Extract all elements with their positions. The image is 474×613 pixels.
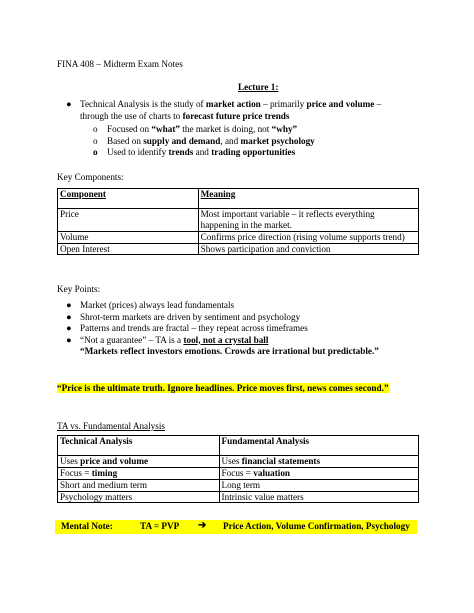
intro-bold: market action — [205, 99, 261, 109]
key-point — [63, 323, 379, 335]
sub-point-text: and — [193, 147, 212, 157]
table-cell: Short and medium term — [58, 479, 220, 491]
circle-bullet-icon: o — [93, 147, 98, 157]
mental-note-formula: TA = PVP — [140, 521, 180, 531]
highlighted-quote-text: “Price is the ultimate truth. Ignore headlines. Price moves first, news comes second.” — [57, 383, 389, 393]
key-point-quote: “Markets reflect investors emotions. Crowds are irrational but predictable.” — [80, 346, 379, 356]
circle-bullet-icon: o — [93, 124, 98, 134]
table-cell — [58, 456, 220, 468]
table-cell: Shows participation and conviction — [198, 243, 418, 255]
ta-vs-fa-heading: TA vs. Fundamental Analysis — [57, 421, 165, 431]
table-header-cell: Component — [58, 189, 199, 209]
highlighted-quote — [57, 383, 389, 395]
components-table — [57, 188, 419, 255]
table-cell: Price — [58, 209, 199, 232]
table-cell: Volume — [58, 231, 199, 243]
table-cell: Confirms price direction (rising volume supports trend) — [198, 231, 418, 243]
key-points-label: Key Points: — [57, 284, 101, 294]
table-header-cell: Technical Analysis — [58, 436, 220, 456]
mental-note-expansion: Price Action, Volume Confirmation, Psychology — [223, 521, 410, 531]
key-components-label: Key Components: — [57, 172, 124, 182]
mental-note-label: Mental Note: — [61, 521, 113, 531]
sub-point-bold: market psychology — [240, 135, 315, 146]
sub-point-text: Focused on — [107, 124, 152, 134]
sub-point — [90, 124, 315, 136]
circle-bullet-icon: o — [93, 135, 98, 146]
sub-point-text: Used to identify — [107, 147, 169, 157]
sub-point-bold: trends — [168, 147, 194, 157]
table-cell — [219, 456, 418, 468]
bullet-icon: ● — [66, 99, 72, 109]
sub-point-bold: supply and demand — [143, 135, 221, 146]
key-point-text: “Not a guarantee” – TA is a — [80, 334, 184, 345]
intro-list — [63, 99, 381, 122]
table-header-cell: Meaning — [198, 189, 418, 209]
key-point — [63, 335, 379, 347]
key-point — [63, 312, 379, 324]
table-header-row — [58, 436, 419, 456]
intro-bold: price and volume — [306, 99, 375, 109]
table-cell — [198, 209, 418, 232]
table-row — [58, 479, 419, 491]
cell-text: Uses — [221, 456, 242, 466]
key-point-text: Patterns and trends are fractal – they repeat across timeframes — [80, 323, 308, 333]
key-point-text: Shrot-term markets are driven by sentiment and psychology — [80, 311, 301, 322]
sub-point-bold: trading opportunities — [211, 147, 296, 157]
key-points-list — [63, 300, 379, 358]
bullet-icon: ● — [66, 300, 72, 310]
sub-points-list — [90, 124, 315, 159]
intro-bullet — [63, 99, 381, 111]
cell-bold: timing — [91, 467, 118, 478]
sub-point-text: , and — [220, 135, 241, 146]
sub-point-bold: “why” — [271, 124, 298, 134]
table-row — [58, 243, 419, 255]
lecture-heading: Lecture 1: — [238, 82, 279, 92]
table-row — [58, 456, 419, 468]
bullet-icon: ● — [66, 323, 72, 333]
bullet-icon: ● — [66, 311, 72, 322]
intro-text: through the use of charts to — [80, 110, 183, 121]
table-header-cell: Fundamental Analysis — [219, 436, 418, 456]
intro-text: – primarily — [260, 99, 307, 109]
table-cell: Open Interest — [58, 243, 199, 255]
table-cell — [58, 467, 220, 479]
table-cell-line: happening in the market. — [200, 219, 292, 230]
comparison-table — [57, 435, 419, 503]
sub-point — [90, 136, 315, 148]
intro-text: – — [374, 99, 382, 109]
cell-text: Uses — [60, 456, 81, 466]
key-point — [63, 300, 379, 312]
table-cell: Long term — [219, 479, 418, 491]
cell-bold: valuation — [253, 467, 291, 478]
table-row — [58, 209, 419, 232]
sub-point-text: Based on — [107, 135, 144, 146]
document-title: FINA 408 – Midterm Exam Notes — [57, 59, 183, 69]
table-cell-line: Most important variable – it reflects everything — [200, 209, 375, 219]
intro-text: Technical Analysis is the study of — [80, 99, 206, 109]
arrow-right-icon: ➔ — [198, 520, 207, 531]
cell-text: Focus = — [60, 467, 92, 478]
key-point-bold: tool, not a crystal ball — [183, 334, 269, 345]
mental-note — [55, 520, 417, 534]
sub-point-bold: “what” — [151, 124, 180, 134]
table-row — [58, 231, 419, 243]
cell-text: Focus = — [221, 467, 254, 478]
bullet-icon: ● — [66, 334, 72, 345]
intro-bold: forecast future price trends — [182, 110, 290, 121]
intro-continuation — [63, 111, 381, 123]
table-row — [58, 467, 419, 479]
cell-bold: financial statements — [241, 456, 321, 466]
sub-point — [90, 147, 315, 159]
table-cell: Psychology matters — [58, 491, 220, 503]
table-row — [58, 491, 419, 503]
table-cell — [219, 467, 418, 479]
key-point-text: Market (prices) always lead fundamentals — [80, 300, 235, 310]
table-header-row — [58, 189, 419, 209]
table-cell: Intrinsic value matters — [219, 491, 418, 503]
cell-bold: price and volume — [80, 456, 149, 466]
sub-point-text: the market is doing, not — [180, 124, 272, 134]
